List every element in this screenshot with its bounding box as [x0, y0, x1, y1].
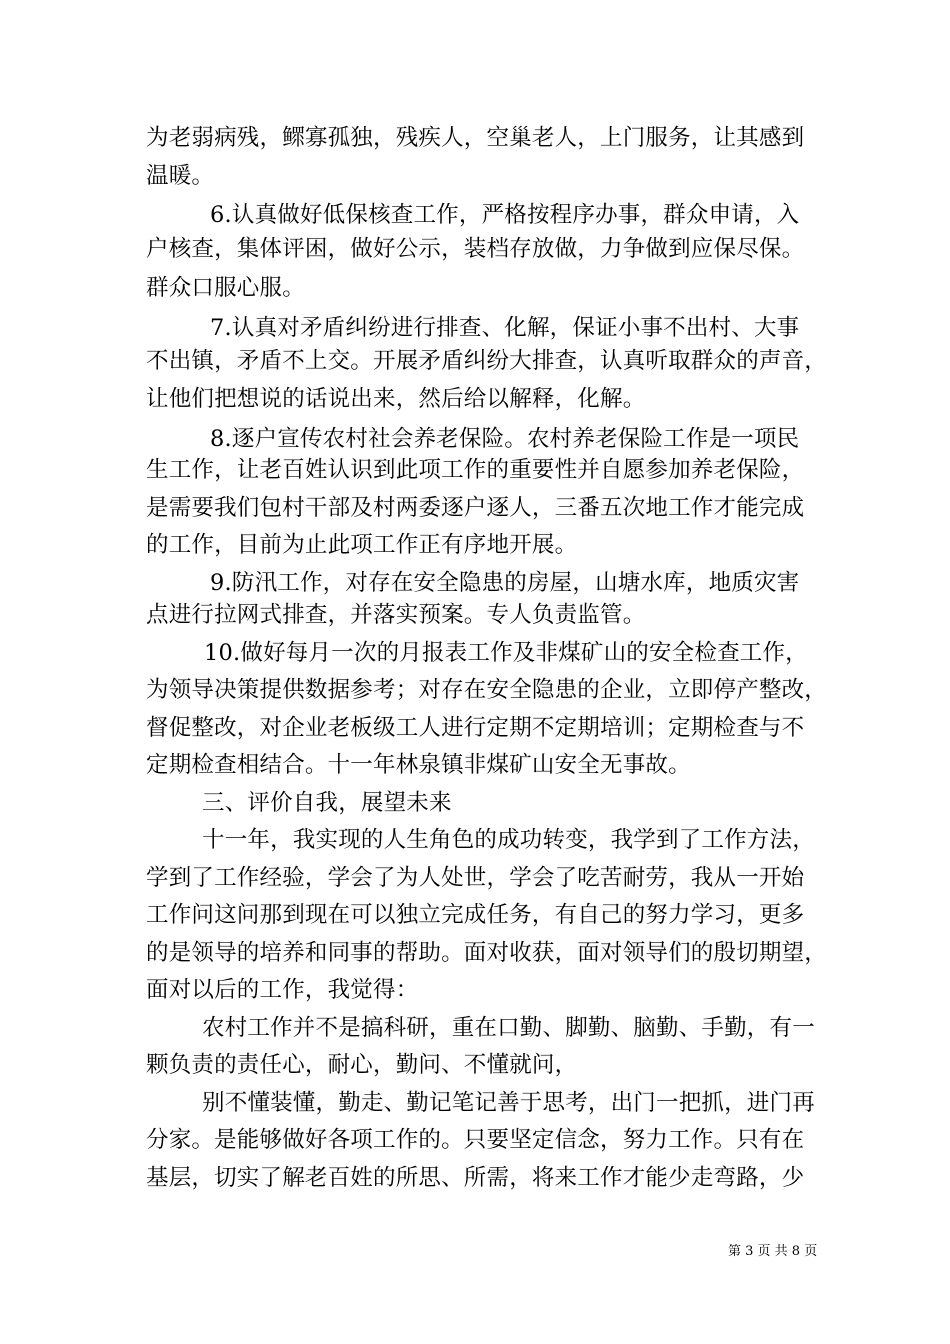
- text-line: 定期检查相结合。十一年林泉镇非煤矿山安全无事故。: [146, 752, 691, 778]
- text-line: 为领导决策提供数据参考；对存在安全隐患的企业，立即停产整改，: [146, 677, 828, 703]
- text-line: 为老弱病残，鳏寡孤独，残疾人，空巢老人，上门服务，让其感到: [146, 125, 805, 151]
- text-line: 6.认真做好低保核查工作，严格按程序办事，群众申请，入: [210, 202, 800, 228]
- section-heading: 三、评价自我，展望未来: [202, 790, 452, 816]
- text-line: 户核查，集体评困，做好公示，装档存放做，力争做到应保尽保。: [146, 236, 805, 262]
- text-line: 温暖。: [146, 163, 215, 189]
- text-line: 工作问这问那到现在可以独立完成任务，有自己的努力学习，更多: [146, 902, 805, 928]
- text-line: 的工作，目前为止此项工作正有序地开展。: [146, 532, 578, 558]
- text-line: 分家。是能够做好各项工作的。只要坚定信念，努力工作。只有在: [146, 1127, 805, 1153]
- text-line: 农村工作并不是搞科研，重在口勤、脚勤、脑勤、手勤，有一: [202, 1015, 815, 1041]
- text-line: 别不懂装懂，勤走、勤记笔记善于思考，出门一把抓，进门再: [202, 1090, 815, 1116]
- text-line: 基层，切实了解老百姓的所思、所需，将来工作才能少走弯路，少: [146, 1165, 805, 1191]
- text-line: 学到了工作经验，学会了为人处世，学会了吃苦耐劳，我从一开始: [146, 865, 805, 891]
- text-line: 让他们把想说的话说出来，然后给以解释，化解。: [146, 386, 646, 412]
- text-line: 群众口服心服。: [146, 275, 305, 301]
- text-line: 9.防汛工作，对存在安全隐患的房屋，山塘水库，地质灾害: [210, 570, 800, 596]
- text-line: 颗负责的责任心，耐心，勤问、不懂就问，: [146, 1052, 578, 1078]
- text-line: 10.做好每月一次的月报表工作及非煤矿山的安全检查工作，: [204, 640, 808, 666]
- text-line: 十一年，我实现的人生角色的成功转变，我学到了工作方法，: [202, 827, 815, 853]
- text-line: 不出镇，矛盾不上交。开展矛盾纠纷大排查，认真听取群众的声音，: [146, 348, 828, 374]
- text-line: 督促整改，对企业老板级工人进行定期不定期培训；定期检查与不: [146, 715, 805, 741]
- text-line: 8.逐户宣传农村社会养老保险。农村养老保险工作是一项民: [210, 426, 800, 452]
- text-line: 是需要我们包村干部及村两委逐户逐人，三番五次地工作才能完成: [146, 495, 805, 521]
- text-line: 点进行拉网式排查，并落实预案。专人负责监管。: [146, 602, 646, 628]
- text-line: 生工作，让老百姓认识到此项工作的重要性并自愿参加养老保险，: [146, 457, 805, 483]
- text-line: 的是领导的培养和同事的帮助。面对收获，面对领导们的殷切期望，: [146, 940, 828, 966]
- page-number-footer: 第 3 页 共 8 页: [728, 1244, 818, 1259]
- text-line: 面对以后的工作，我觉得：: [146, 977, 419, 1003]
- text-line: 7.认真对矛盾纠纷进行排查、化解，保证小事不出村、大事: [210, 315, 800, 341]
